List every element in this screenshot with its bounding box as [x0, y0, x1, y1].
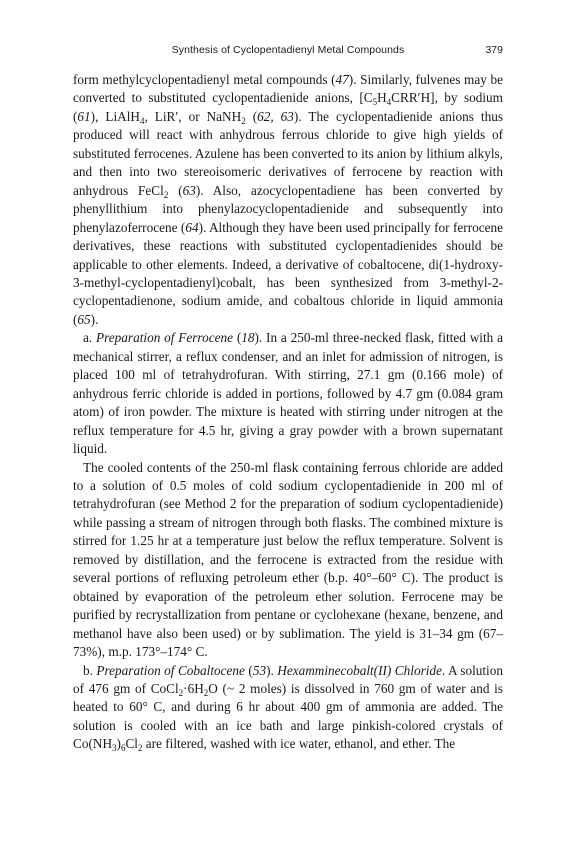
running-head — [73, 44, 503, 58]
reference-citation: 53 — [252, 662, 267, 678]
text-run: form methylcyclopentadienyl metal compounds ( — [73, 72, 336, 87]
text-run: ). Also, azocyclopentadiene has been converted by phenyllithium into phenylazocyclopentadienide and subsequently into phenylazoferrocene ( — [73, 182, 504, 235]
text-run: a. — [83, 330, 97, 346]
reference-citation: 65 — [77, 311, 91, 327]
paragraph-fulvenes — [73, 71, 503, 329]
subscript: 4 — [386, 97, 392, 108]
reference-citation: 18 — [241, 330, 255, 346]
subscript: 5 — [372, 97, 378, 108]
body-text — [73, 71, 503, 754]
text-run: ( — [168, 182, 183, 198]
reference-citation: 62, 63 — [257, 108, 294, 124]
text-run: . A solution of 476 gm of CoCl — [73, 662, 503, 696]
text-run: , LiR′, or NaNH — [144, 108, 242, 124]
subscript: 2 — [137, 743, 143, 754]
page-number: 379 — [485, 44, 503, 56]
text-run: H — [377, 90, 387, 106]
subscript: 6 — [120, 743, 126, 754]
paragraph-ferrocene-prep — [73, 329, 503, 458]
text-run: O (~ 2 moles) is dissolved in 760 gm of water and is heated to 60° C, and during 6 hr about 400 gm of ammonia are added. The solution is cooled with an ice bath and large pinkish-colored crystals of Co(NH — [73, 680, 503, 752]
subscript: 4 — [139, 115, 145, 126]
section-heading: Preparation of Ferrocene — [96, 330, 233, 346]
reference-citation: 61 — [77, 108, 91, 124]
running-title: Synthesis of Cyclopentadienyl Metal Compounds — [171, 44, 405, 56]
text-run: ( — [245, 108, 258, 124]
subscript: 2 — [163, 189, 169, 200]
subscript: 3 — [112, 743, 117, 754]
text-run: ) — [116, 736, 121, 752]
text-run: ·6H — [183, 680, 204, 696]
text-run: ). Although they have been used principally for ferrocene derivatives, these reactions with substituted cyclopentadienides should be applicable to other elements. Indeed, a derivative of cobaltocene, di(1-hydroxy-3-methyl-cyclopentadienyl)cobalt, has been synthesized from 3-methyl-2-cyclopentadienone, sodium amide, and cobaltous chloride in liquid ammonia ( — [73, 219, 503, 327]
text-run: ). Similarly, fulvenes may be converted to substituted cyclopentadienide anions, [C — [73, 72, 504, 106]
text-run: b. — [83, 662, 97, 678]
subscript: 2 — [203, 687, 209, 698]
text-run: CRR′H], by sodium ( — [73, 90, 503, 124]
text-run: ). — [90, 311, 99, 327]
section-heading: Preparation of Cobaltocene — [96, 662, 245, 678]
subscript: 2 — [178, 687, 184, 698]
reference-citation: 63 — [182, 182, 196, 198]
text-run: ). The cyclopentadienide anions thus produced will react with anhydrous ferrous chloride to give high yields of substituted ferrocenes. Azulene has been converted to its anion by lithium alkyls, and then into two stereoisomeric derivatives of ferrocene by reaction with anhydrous FeCl — [73, 108, 503, 198]
text-run: ( — [232, 330, 242, 346]
subscript: 2 — [241, 115, 246, 126]
sub-heading: Hexamminecobalt(II) Chloride — [277, 662, 442, 678]
text-run: ), LiAlH — [90, 108, 140, 124]
text-run: Cl — [125, 736, 138, 752]
paragraph-cobaltocene-prep — [73, 662, 503, 754]
text-run: ( — [244, 662, 253, 678]
paragraph-ferrocene-workup: The cooled contents of the 250-ml flask containing ferrous chloride are added to a solution of 0.5 moles of cold sodium cyclopentadienide in 200 ml of tetrahydrofuran (see Method 2 for the preparation of sodium cyclopentadienide) while passing a stream of nitrogen through both flasks. The combined mixture is stirred for 1.25 hr at a temperature just below the reflux temperature. Solvent is removed by distillation, and the ferrocene is extracted from the residue with several portions of refluxing petroleum ether (b.p. 40°–60° C). The product is obtained by evaporation of the petroleum ether solution. Ferrocene may be purified by recrystallization from pentane or cyclohexane (hexane, benzene, and methanol have also been used) or by sublimation. The yield is 31–34 gm (67–73%), m.p. 173°–174° C. — [73, 459, 503, 660]
reference-citation: 47 — [335, 72, 349, 87]
text-run: ). — [266, 662, 278, 678]
text-run: are filtered, washed with ice water, ethanol, and ether. The — [142, 736, 456, 752]
text-run: ). In a 250-ml three-necked flask, fitted with a mechanical stirrer, a reflux condenser, and an inlet for admission of nitrogen, is placed 100 ml of tetrahydrofuran. With stirring, 27.1 gm (0.166 mole) of anhydrous ferric chloride is added in portions, followed by 4.7 gm (0.084 gram atom) of iron powder. The mixture is heated with stirring under nitrogen at the reflux temperature for 4.5 hr, giving a gray powder with a brown supernatant liquid. — [73, 330, 503, 457]
reference-citation: 64 — [185, 219, 199, 235]
